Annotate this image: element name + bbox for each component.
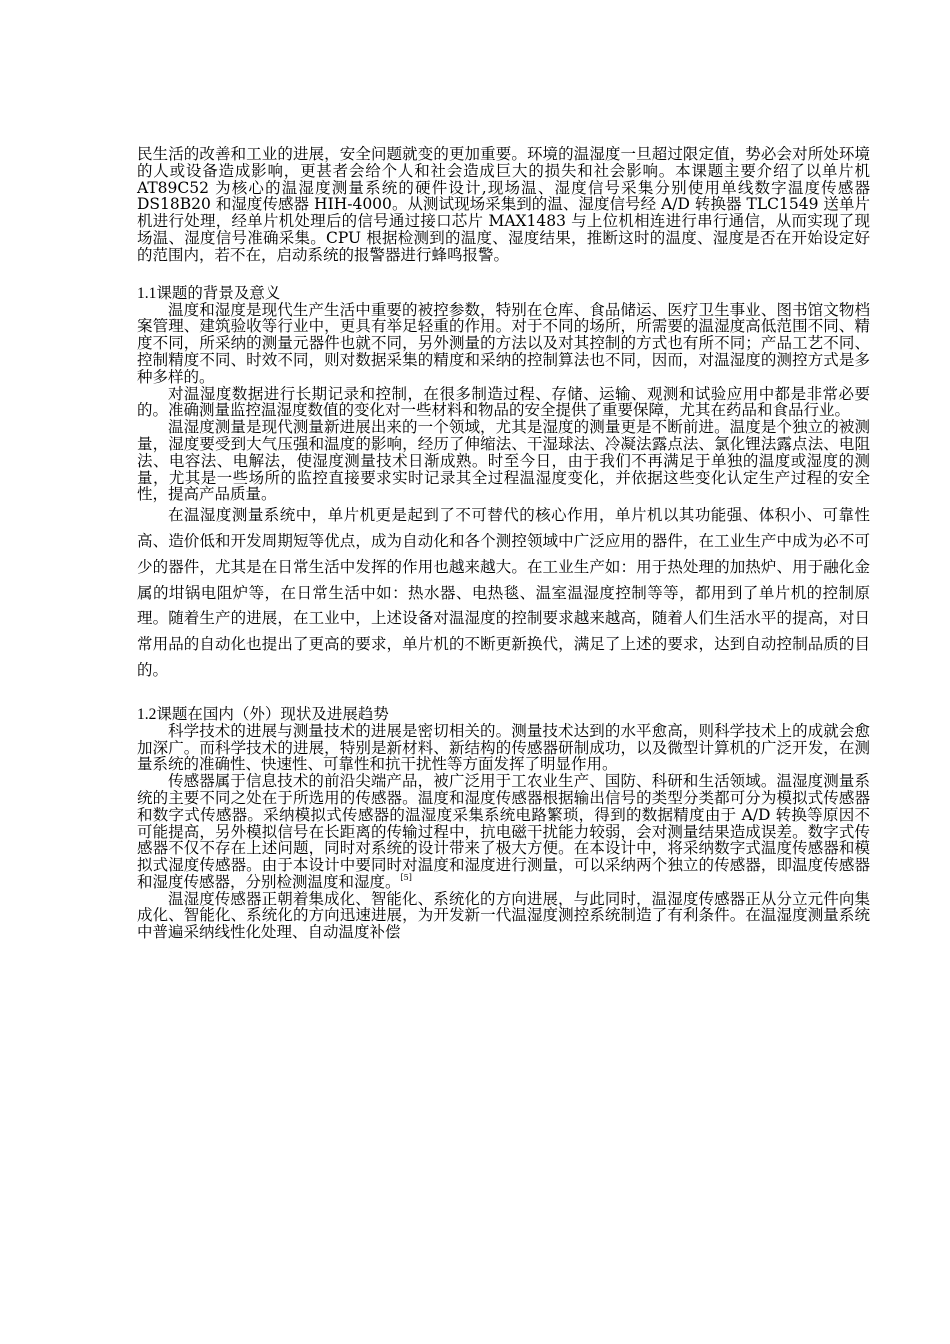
section-number: 1.2 bbox=[137, 705, 157, 723]
section-heading-1-1 bbox=[137, 285, 870, 302]
paragraph-with-citation bbox=[137, 773, 870, 891]
paragraph: 在温湿度测量系统中，单片机更是起到了不可替代的核心作用，单片机以其功能强、体积小、可靠性高、造价低和开发周期短等优点，成为自动化和各个测控领域中广泛应用的器件，在工业生产中成为必不可少的器件，尤其是在日常生活中发挥的作用也越来越大。在工业生产如：用于热处理的加热炉、用于融化金属的坩锅电阻炉等，在日常生活中如：热水器、电热毯、温室温湿度控制等等，都用到了单片机的控制原理。随着生产的进展，在工业中，上述设备对温湿度的控制要求越来越高，随着人们生活水平的提高，对日常用品的自动化也提出了更高的要求，单片机的不断更新换代，满足了上述的要求，达到自动控制品质的目的。 bbox=[137, 506, 870, 679]
section-heading-1-2 bbox=[137, 706, 870, 723]
spacer bbox=[137, 684, 870, 706]
paragraph: 温度和湿度是现代生产生活中重要的被控参数，特别在仓库、食品储运、医疗卫生事业、图书馆文物档案管理、建筑验收等行业中，更具有举足轻重的作用。对于不同的场所，所需要的温湿度高低范围不同、精度不同，所采纳的测量元器件也就不同，另外测量的方法以及对其控制的方式也有所不同；产品工艺不同、控制精度不同、时效不同，则对数据采集的精度和采纳的控制算法也不同，因而，对温湿度的测控方式是多种多样的。 bbox=[137, 300, 870, 386]
paragraph: 温湿度传感器正朝着集成化、智能化、系统化的方向进展，与此同时，温湿度传感器正从分立元件向集成化、智能化、系统化的方向迅速进展，为开发新一代温湿度测控系统制造了有利条件。在温湿度测量系统中普遍采纳线性化处理、自动温度补偿 bbox=[137, 889, 870, 942]
paragraph: 温湿度测量是现代测量新进展出来的一个领域，尤其是湿度的测量更是不断前进。温度是个独立的被测量，湿度要受到大气压强和温度的影响，经历了伸缩法、干湿球法、冷凝法露点法、氯化锂法露点法、电阻法、电容法、电解法，使湿度测量技术日渐成熟。时至今日，由于我们不再满足于单独的温度或湿度的测量，尤其是一些场所的监控直接要求实时记录其全过程温湿度变化，并依据这些变化认定生产过程的安全性，提高产品质量。 bbox=[137, 418, 870, 504]
intro-paragraph: 民生活的改善和工业的进展，安全问题就变的更加重要。环境的温湿度一旦超过限定值，势必会对所处环境的人或设备造成影响，更甚者会给个人和社会造成巨大的损失和社会影响。本课题主要介绍了以单片机 AT89C52 为核心的温湿度测量系统的硬件设计,现场温、湿度信号采集分别使用单线数字温度传感器 DS18B20 和湿度传感器 HIH-4000。从测试现场采集到的温、湿度信号经 A/D 转换器 TLC1549 送单片机进行处理，经单片机处理后的信号通过接口芯片 MAX1483 与上位机相连进行串行通信，从而实现了现场温、湿度信号准确采集。CPU 根据检测到的温度、湿度结果，推断这时的温度、湿度是否在开始设定好的范围内，若不在，启动系统的报警器进行蜂鸣报警。 bbox=[137, 145, 870, 264]
citation-reference: [5] bbox=[400, 872, 412, 882]
document-page bbox=[137, 146, 870, 941]
section-number: 1.1 bbox=[137, 284, 157, 302]
spacer bbox=[137, 264, 870, 285]
section-title: 课题的背景及意义 bbox=[156, 283, 281, 302]
paragraph-text: 传感器属于信息技术的前沿尖端产品，被广泛用于工农业生产、国防、科研和生活领域。温湿度测量系统的主要不同之处在于所选用的传感器。温度和湿度传感器根据输出信号的类型分类都可分为模拟式传感器和数字式传感器。采纳模拟式传感器的温湿度采集系统电路繁琐，得到的数据精度由于 A/D 转换等原因不可能提高，另外模拟信号在长距离的传输过程中，抗电磁干扰能力较弱，会对测量结果造成误差。数字式传感器不仅不存在上述问题，同时对系统的设计带来了极大方便。在本设计中，将采纳数字式温度传感器和模拟式湿度传感器。由于本设计中要同时对温度和湿度进行测量，可以采纳两个独立的传感器，即温度传感器和湿度传感器，分别检测温度和湿度。 bbox=[137, 772, 870, 891]
section-title: 课题在国内（外）现状及进展趋势 bbox=[156, 704, 389, 723]
paragraph: 科学技术的进展与测量技术的进展是密切相关的。测量技术达到的水平愈高，则科学技术上的成就会愈加深广。而科学技术的进展，特别是新材料、新结构的传感器研制成功，以及微型计算机的广泛开发，在测量系统的准确性、快速性、可靠性和抗干扰性等方面发挥了明显作用。 bbox=[137, 721, 870, 774]
paragraph: 对温湿度数据进行长期记录和控制，在很多制造过程、存储、运输、观测和试验应用中都是非常必要的。准确测量监控温湿度数值的变化对一些材料和物品的安全提供了重要保障，尤其在药品和食品行业。 bbox=[137, 384, 870, 420]
